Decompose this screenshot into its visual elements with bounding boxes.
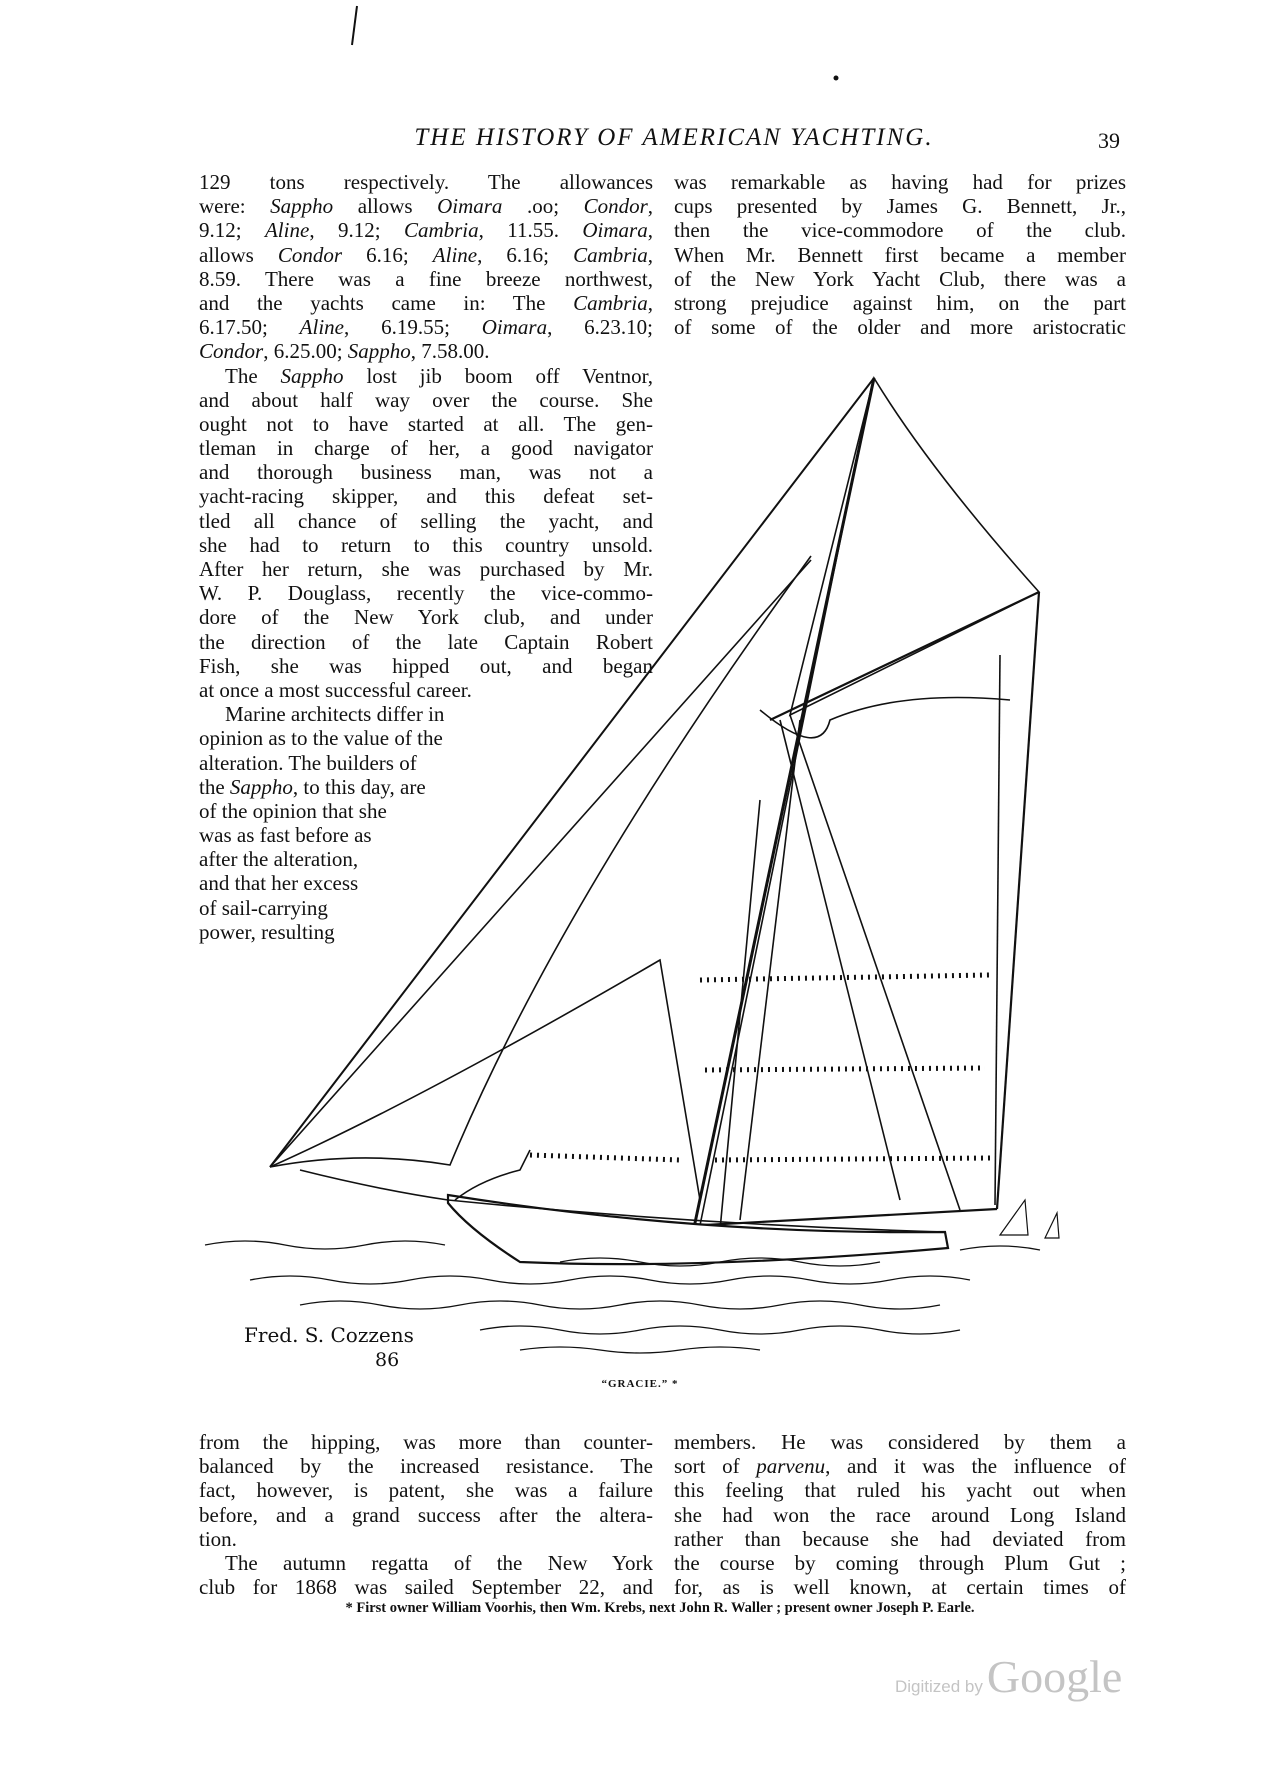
italic-text: Aline: [432, 242, 478, 267]
text-line: [674, 1503, 1126, 1527]
text-run: was remarkable as having had for prizes: [674, 170, 1126, 194]
text-run: after the alteration,: [199, 847, 359, 872]
artist-signature: Fred. S. Cozzens: [244, 1323, 414, 1347]
text-run: this feeling that ruled his yacht out when: [674, 1478, 1126, 1503]
text-run: , to this day, are: [292, 774, 426, 799]
right-column-bottom: [674, 1430, 1126, 1599]
text-run: 6.16;: [342, 242, 433, 267]
text-run: members. He was considered by them a: [674, 1430, 1126, 1454]
text-run: then the vice-commodore of the club.: [674, 218, 1126, 243]
running-title: THE HISTORY OF AMERICAN YACHTING.: [414, 124, 934, 151]
figure-caption: “GRACIE.” *: [601, 1378, 679, 1390]
stray-mark: [352, 6, 357, 45]
text-run: of sail-carrying: [199, 895, 328, 920]
text-run: the course by coming through Plum Gut ;: [674, 1550, 1126, 1575]
italic-text: Cambria: [573, 290, 648, 315]
text-run: , 7.58.00.: [410, 339, 490, 364]
italic-text: parvenu: [756, 1454, 826, 1479]
text-run: she had won the race around Long Island: [674, 1502, 1126, 1527]
text-run: cups presented by James G. Bennett, Jr.,: [674, 194, 1126, 219]
text-run: and the yachts came in: The: [199, 290, 574, 315]
text-run: allows: [199, 242, 278, 267]
text-run: strong prejudice against him, on the part: [674, 290, 1126, 315]
text-run: , 6.23.10;: [547, 315, 653, 340]
text-run: club for 1868 was sailed September 22, and: [199, 1575, 653, 1600]
text-run: and that her excess: [199, 871, 359, 896]
text-run: of the New York Yacht Club, there was a: [674, 266, 1126, 291]
text-run: were:: [199, 194, 271, 219]
text-run: from the hipping, was more than counter-: [199, 1430, 653, 1454]
text-run: 9.12;: [199, 218, 265, 243]
text-run: fact, however, is patent, she was a failure: [199, 1478, 653, 1503]
text-run: .oo;: [502, 194, 584, 219]
text-run: ,: [647, 290, 653, 315]
italic-text: Aline: [264, 218, 310, 243]
text-line: [199, 1454, 653, 1478]
text-run: opinion as to the value of the: [199, 726, 443, 751]
text-run: Fish, she was hipped out, and began: [199, 653, 653, 678]
text-run: ,: [647, 218, 653, 243]
text-run: the direction of the late Captain Robert: [199, 629, 653, 654]
text-run: , 6.25.00;: [263, 339, 348, 364]
text-run: rather than because she had deviated from: [674, 1526, 1126, 1551]
italic-text: Oimara: [582, 218, 648, 243]
text-run: Marine architects differ in: [225, 702, 445, 727]
text-line: [674, 1527, 1126, 1551]
text-run: of the opinion that she: [199, 798, 387, 823]
text-line: [199, 1575, 653, 1599]
text-run: of some of the older and more aristocratic: [674, 315, 1126, 340]
text-line: [199, 1503, 653, 1527]
italic-text: Sappho: [270, 194, 334, 219]
text-run: W. P. Douglass, recently the vice-commo-: [199, 581, 653, 606]
text-line: [199, 1527, 653, 1551]
left-column-bottom: [199, 1430, 653, 1599]
italic-text: Condor: [583, 194, 648, 219]
text-run: , 11.55.: [478, 218, 583, 243]
italic-text: Sappho: [229, 774, 293, 799]
text-run: ,: [647, 194, 653, 219]
text-line: [199, 1551, 653, 1575]
forestay: [270, 378, 874, 1167]
text-line: [674, 1575, 1126, 1599]
italic-text: Cambria: [573, 242, 648, 267]
stray-dot: [834, 76, 839, 81]
text-line: [674, 1454, 1126, 1478]
text-line: [674, 1430, 1126, 1454]
watermark-brand: Google: [986, 1651, 1123, 1702]
text-run: alteration. The builders of: [199, 750, 417, 775]
text-run: power, resulting: [199, 919, 335, 944]
italic-text: Cambria: [403, 218, 479, 243]
text-run: The autumn regatta of the New York: [225, 1550, 653, 1575]
text-run: , 6.16;: [477, 242, 574, 267]
italic-text: Oimara: [437, 194, 503, 219]
text-run: was as fast before as: [199, 823, 372, 848]
mainsail-leech: [997, 592, 1039, 1209]
text-run: for, as is well known, at certain times of: [674, 1575, 1126, 1600]
text-run: she had to return to this country unsold.: [199, 532, 653, 557]
text-run: yacht-racing skipper, and this defeat set-: [199, 484, 653, 509]
text-run: at once a most successful career.: [199, 677, 472, 702]
text-run: , 6.19.55;: [344, 315, 482, 340]
text-run: tion.: [199, 1526, 237, 1551]
text-run: , and it was the influence of: [825, 1454, 1126, 1479]
footnote: * First owner William Voorhis, then Wm. Krebs, next John R. Waller ; present owner Joseph P. Earle.: [345, 1600, 975, 1616]
text-run: The: [225, 363, 281, 388]
text-run: sort of: [674, 1454, 757, 1479]
text-line: [674, 1551, 1126, 1575]
boom: [705, 1209, 997, 1225]
text-run: 129 tons respectively. The allowances: [199, 170, 653, 194]
text-run: balanced by the increased resistance. The: [199, 1454, 653, 1479]
text-run: the: [199, 774, 230, 799]
italic-text: Condor: [277, 242, 343, 267]
italic-text: Oimara: [481, 315, 548, 340]
watermark-prefix: Digitized by: [895, 1677, 983, 1696]
artist-signature-year: 86: [375, 1349, 400, 1371]
text-run: and thorough business man, was not a: [199, 460, 653, 485]
text-run: ought not to have started at all. The gen-: [199, 411, 653, 436]
italic-text: Sappho: [280, 363, 344, 388]
italic-text: Sappho: [347, 339, 411, 364]
text-run: 6.17.50;: [199, 315, 300, 340]
text-run: 8.59. There was a fine breeze northwest,: [199, 266, 653, 291]
text-run: When Mr. Bennett first became a member: [674, 242, 1126, 267]
text-line: [199, 1430, 653, 1454]
distant-sails: [1000, 1200, 1059, 1238]
text-run: lost jib boom off Ventnor,: [343, 363, 653, 388]
text-run: dore of the New York club, and under: [199, 605, 653, 630]
text-line: [199, 1478, 653, 1502]
text-line: [674, 1478, 1126, 1502]
text-run: After her return, she was purchased by Mr.: [199, 557, 653, 581]
text-run: ,: [647, 242, 653, 267]
text-run: before, and a grand success after the altera-: [199, 1502, 653, 1527]
text-run: tleman in charge of her, a good navigator: [199, 436, 653, 461]
italic-text: Aline: [299, 315, 344, 340]
topsail: [790, 378, 1039, 715]
page-number: 39: [1098, 128, 1120, 153]
google-watermark: [895, 1650, 1122, 1703]
text-run: , 9.12;: [309, 218, 404, 243]
text-run: and about half way over the course. She: [199, 387, 653, 412]
text-run: tled all chance of selling the yacht, and: [199, 508, 653, 533]
italic-text: Condor: [199, 339, 264, 364]
text-run: allows: [333, 194, 438, 219]
